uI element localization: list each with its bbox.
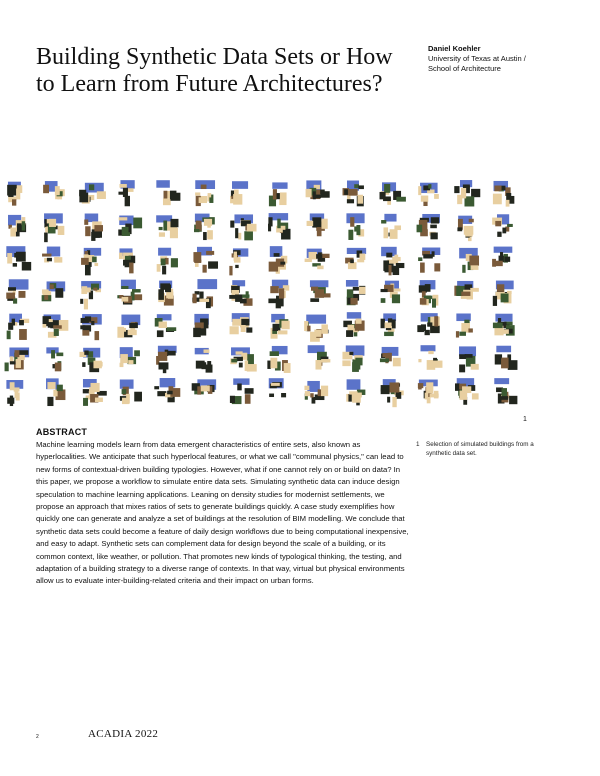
abstract-text: Machine learning models learn from data emergent characteristics of entire sets, also known as hyperlocalities. We anticipate that such hyperlocal features, or what we call "communal physics," can lead to new forms of contextual-driven building typologies. However, what if one cannot rely on or build on data? In this paper, we propose a workflow to simulate entire data sets. Simulating synthetic data can induce design speculation to machine learning applications. Leaning on density studies for modernist settlements, we propose an approach that mixes ratios of sets to generate buildings quickly. A case study exemplifies how quickly one can generate and analyze a set of buildings at the resolution of BIM modelling. We conclude that synthetic data sets could become a feature of daily design workflows due to being computational inexpensive, and easy to adapt. Synthetic sets can complement data for design beyond the scale of a building, or its common context, like weather, or pollution. That promotes new kinds of typological thinking, the testing, and adaptation of a building strategy to a diverse range of contexts. In that way, virtual but physical environments allow us to evaluate inter-building-related criteria and their impact on urban forms.: [36, 440, 409, 586]
building-thumbnail: [117, 315, 140, 338]
building-thumbnail: [8, 215, 26, 237]
building-thumbnail: [381, 214, 401, 239]
building-thumbnail: [346, 280, 366, 305]
caption-text: Selection of simulated buildings from a synthetic data set.: [426, 441, 534, 457]
building-thumbnail: [80, 281, 101, 309]
building-thumbnail: [230, 378, 254, 404]
building-thumbnail: [418, 345, 442, 370]
building-thumbnail: [230, 347, 256, 371]
building-thumbnail: [304, 315, 328, 342]
building-thumbnail: [381, 281, 401, 304]
building-thumbnail: [80, 314, 101, 340]
building-thumbnail: [119, 248, 135, 273]
author-affiliation-line2: School of Architecture: [428, 64, 501, 73]
building-thumbnail: [493, 181, 514, 207]
building-thumbnail: [229, 248, 248, 275]
author-name: Daniel Koehler: [428, 44, 481, 53]
building-thumbnail: [457, 216, 473, 241]
paper-title: Building Synthetic Data Sets or How to Learn from Future Architectures?: [36, 44, 393, 97]
building-thumbnail: [380, 347, 401, 366]
building-thumbnail: [305, 249, 330, 270]
building-thumbnail: [308, 345, 331, 369]
building-thumbnail: [381, 313, 397, 336]
building-thumbnail: [269, 246, 288, 274]
building-thumbnail: [5, 347, 30, 371]
building-thumbnail: [42, 281, 66, 301]
building-thumbnail: [454, 180, 480, 206]
building-thumbnail: [230, 214, 256, 240]
building-thumbnail: [268, 213, 290, 239]
building-thumbnail: [156, 346, 176, 373]
figure-caption: [416, 441, 556, 458]
building-thumbnail: [120, 347, 140, 367]
building-thumbnail: [195, 180, 215, 206]
building-thumbnail: [459, 248, 479, 273]
building-thumbnail: [271, 314, 290, 339]
building-thumbnail: [83, 379, 107, 406]
building-thumbnail: [269, 378, 286, 397]
building-thumbnail: [230, 181, 248, 204]
building-thumbnail: [343, 181, 364, 207]
building-thumbnail: [381, 379, 404, 407]
author-affiliation-line1: University of Texas at Austin /: [428, 54, 526, 63]
building-thumbnail: [157, 248, 178, 275]
building-thumbnail: [456, 313, 473, 337]
building-thumbnail: [455, 378, 479, 405]
building-thumbnail: [229, 280, 252, 306]
building-thumbnail: [155, 314, 176, 337]
building-thumbnail: [342, 345, 364, 371]
building-thumbnail: [492, 247, 512, 267]
building-thumbnail: [7, 314, 30, 340]
building-grid-figure: [0, 176, 538, 412]
building-thumbnail: [43, 181, 65, 199]
building-thumbnail: [495, 346, 518, 370]
building-thumbnail: [345, 248, 366, 269]
building-grid-image: [0, 176, 538, 412]
building-thumbnail: [193, 314, 209, 337]
building-thumbnail: [381, 247, 404, 276]
building-thumbnail: [307, 213, 328, 236]
building-thumbnail: [380, 182, 406, 204]
building-thumbnail: [417, 313, 439, 335]
building-thumbnail: [158, 281, 173, 306]
building-thumbnail: [42, 314, 68, 337]
venue-label: ACADIA 2022: [88, 728, 159, 740]
building-thumbnail: [193, 247, 218, 273]
building-thumbnail: [120, 379, 142, 404]
building-thumbnail: [7, 182, 22, 206]
building-thumbnail: [156, 180, 180, 205]
building-thumbnail: [417, 214, 440, 239]
building-thumbnail: [156, 215, 178, 238]
building-thumbnail: [46, 378, 65, 406]
building-thumbnail: [418, 248, 440, 273]
building-thumbnail: [192, 279, 217, 308]
building-thumbnail: [195, 348, 213, 373]
building-thumbnail: [46, 347, 63, 371]
building-thumbnail: [6, 380, 23, 406]
building-thumbnail: [194, 214, 215, 240]
building-thumbnail: [346, 213, 364, 240]
building-thumbnail: [6, 246, 31, 270]
building-thumbnail: [268, 280, 289, 309]
building-thumbnail: [6, 279, 28, 303]
building-thumbnail: [418, 380, 439, 404]
building-thumbnail: [79, 348, 102, 372]
building-thumbnail: [118, 180, 134, 206]
building-thumbnail: [79, 183, 106, 204]
building-thumbnail: [306, 180, 330, 199]
building-thumbnail: [81, 248, 101, 275]
building-thumbnail: [118, 216, 142, 236]
building-thumbnail: [493, 281, 514, 306]
building-thumbnail: [230, 313, 253, 334]
building-thumbnail: [492, 214, 513, 237]
building-thumbnail: [42, 247, 62, 263]
building-thumbnail: [154, 378, 180, 402]
figure-number: 1: [523, 416, 527, 423]
building-thumbnail: [346, 379, 365, 405]
building-thumbnail: [454, 281, 479, 300]
building-thumbnail: [419, 280, 439, 308]
building-thumbnail: [84, 214, 103, 241]
caption-number: 1: [416, 441, 420, 448]
building-thumbnail: [192, 379, 216, 394]
building-thumbnail: [418, 183, 439, 206]
building-thumbnail: [494, 378, 517, 404]
building-thumbnail: [310, 280, 331, 302]
author-block: [428, 44, 578, 74]
building-thumbnail: [44, 213, 64, 242]
building-thumbnail: [269, 182, 288, 206]
building-thumbnail: [459, 346, 479, 372]
building-thumbnail: [493, 314, 515, 336]
building-thumbnail: [343, 312, 364, 337]
building-thumbnail: [117, 280, 142, 305]
page-number: 2: [36, 734, 39, 740]
building-thumbnail: [267, 346, 290, 373]
abstract-heading: ABSTRACT: [36, 427, 88, 437]
building-thumbnail: [304, 381, 328, 404]
